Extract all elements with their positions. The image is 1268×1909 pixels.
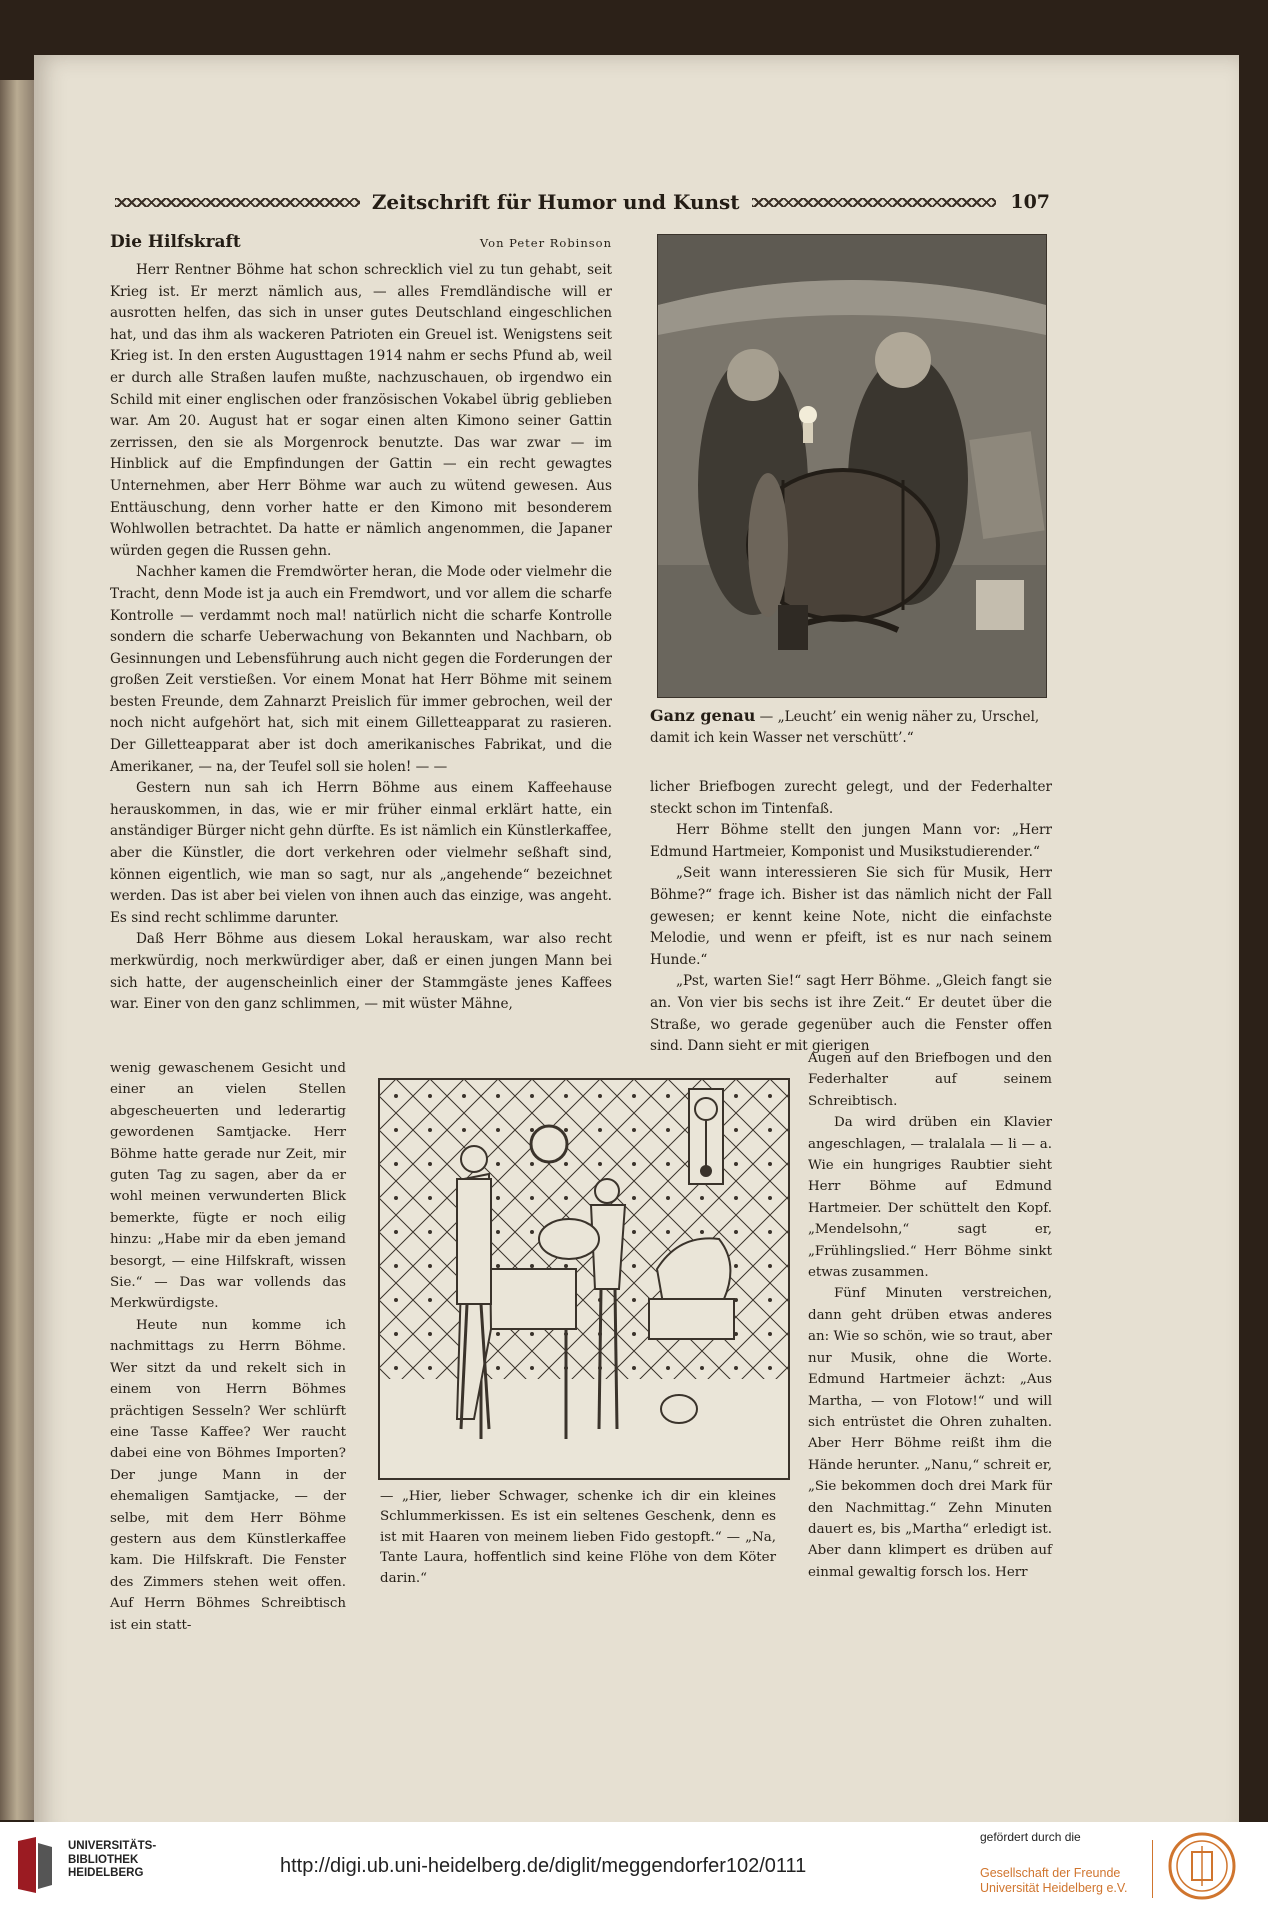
parlor-illustration [379,1079,789,1479]
cellar-illustration [658,235,1046,697]
paragraph: Herr Böhme stellt den jungen Mann vor: „Herr Edmund Hartmeier, Komponist und Musikstudierender.“ [650,822,1052,860]
left-column [110,260,612,1016]
header-ornament-right [752,198,997,207]
paragraph: „Seit wann interessieren Sie sich für Musik, Herr Böhme?“ frage ich. Bisher ist das nämlich nicht der Fall gewesen; er kennt keine Note, nicht die einfachste Melodie, und wenn er pfeift, ist es nur nach seinem Hunde.“ [650,865,1052,968]
cartoon1-caption-text: — „Leucht’ ein wenig näher zu, Urschel, damit ich kein Wasser net verschütt’.“ [650,709,1040,746]
paragraph: Gestern nun sah ich Herrn Böhme aus einem Kaffeehause herauskommen, in das, wie er mir früher einmal erklärt hatte, ein anständiger Bürger nicht gehn dürfte. Es ist nämlich ein Künstlerkaffee, aber die Künstler, die dort verkehren oder vielmehr seßhaft sind, können eigentlich, wie man so sagt, nur als „angehende“ bezeichnet werden. Das ist aber bei vielen von ihnen auch das einzige, was angeht. Es sind recht schlimme darunter. [110,780,612,926]
society-name [980,1866,1128,1896]
library-logo-icon [14,1835,56,1897]
right-narrow-column [808,1048,1052,1583]
paragraph: Fünf Minuten verstreichen, dann geht drüben etwas anderes an: Wie so schön, wie so traut, aber nur Musik, ohne die Worte. Edmund Hartmeier ächzt: „Aus Martha, — von Flotow!“ und will sich entrüstet die Ohren zuhalten. Aber Herr Böhme reißt ihm die Hände herunter. „Nanu,“ schreit er, „Sie bekommen doch drei Mark für den Nachmittag.“ Zehn Minuten dauert es, bis „Martha“ erledigt ist. Aber dann klimpert es drüben auf einmal gewaltig forsch los. Herr [808,1286,1052,1580]
journal-title: Zeitschrift für Humor und Kunst [371,190,740,214]
article-title: Die Hilfskraft [110,232,241,252]
paragraph: Daß Herr Böhme aus diesem Lokal herauskam, war also recht merkwürdig, noch merkwürdiger aber, daß er einen jungen Mann bei sich hatte, der augenscheinlich einer der Stammgäste jenes Kaffees war. Einer von den ganz schlimmen, — mit wüster Mähne, [110,931,612,1013]
library-name [68,1840,156,1881]
source-url-link[interactable]: http://digi.ub.uni-heidelberg.de/diglit/meggendorfer102/0111 [280,1855,807,1877]
paragraph: licher Briefbogen zurecht gelegt, und der Federhalter steckt schon im Tintenfaß. [650,779,1052,817]
cartoon1-caption [650,705,1052,749]
library-name-line: BIBLIOTHEK [68,1853,139,1866]
paragraph: „Pst, warten Sie!“ sagt Herr Böhme. „Gleich fangt sie an. Von vier bis sechs ist ihre Zeit.“ Er deutet über die Straße, wo gerade gegenüber auch die Fenster offen sind. Dann sieht er mit gierigen [650,973,1052,1055]
page-number: 107 [1010,191,1051,213]
paragraph: Da wird drüben ein Klavier angeschlagen, — tralalala — li — a. Wie ein hungriges Raubtier sieht Herr Böhme auf Edmund Hartmeier. Der schüttelt den Kopf. „Mendelsohn,“ sagt er, „Frühlingslied.“ Herr Böhme sinkt etwas zusammen. [808,1115,1052,1281]
paragraph: wenig gewaschenem Gesicht und einer an vielen Stellen abgescheuerten und lederartig gewordenen Samtjacke. Herr Böhme hatte gerade nur Zeit, mir guten Tag zu sagen, aber da er wohl meinen verwunderten Blick bemerkte, fügte er noch eilig hinzu: „Habe mir da eben jemand besorgt, — eine Hilfskraft, wissen Sie.“ — Das war vollends das Merkwürdigste. [110,1061,346,1312]
cartoon1-caption-title: Ganz genau [650,706,756,725]
header-ornament-left [115,198,360,207]
paragraph: Augen auf den Briefbogen und den Federhalter auf seinem Schreibtisch. [808,1051,1052,1109]
footer-divider [1152,1840,1153,1898]
article-heading [110,232,612,258]
right-column [650,777,1052,1058]
society-name-line: Universität Heidelberg e.V. [980,1881,1128,1895]
paragraph: Heute nun komme ich nachmittags zu Herrn Böhme. Wer sitzt da und rekelt sich in einem von Herrn Böhmes prächtigen Sesseln? Wer schlürft eine Tasse Kaffee? Wer raucht dabei eine von Böhmes Importen? Der junge Mann in der ehemaligen Samtjacke, — der selbe, mit dem Herr Böhme gestern aus dem Künstlerkaffee kam. Die Hilfskraft. Die Fenster des Zimmers stehen weit offen. Auf Herrn Böhmes Schreibtisch ist ein statt- [110,1317,346,1633]
left-narrow-column [110,1058,346,1636]
society-name-line: Gesellschaft der Freunde [980,1866,1121,1880]
cartoon2-caption: — „Hier, lieber Schwager, schenke ich dir ein kleines Schlummerkissen. Es ist ein seltenes Geschenk, denn es ist mit Haaren von meinem lieben Fido gestopft.“ — „Na, Tante Laura, hoffentlich sind keine Flöhe von dem Köter darin.“ [380,1489,776,1586]
book-spine [0,80,34,1820]
library-name-line: HEIDELBERG [68,1867,144,1879]
footer-bar [0,1822,1268,1909]
paragraph: Herr Rentner Böhme hat schon schrecklich viel zu tun gehabt, seit Krieg ist. Er merzt nämlich aus, — alles Fremdländische will er ausrotten helfen, das sich in unser gutes Deutschland eingeschlichen hat, und das ihm als wackeren Patrioten ein Greuel ist. Wenigstens seit Krieg ist. In den ersten Augusttagen 1914 nahm er sechs Pfund ab, weil er durch alle Straßen laufen mußte, nachzuschauen, ob irgendwo ein Schild mit einer englischen oder französischen Vokabel übrig geblieben war. Am 20. August hat er sogar einen alten Kimono seiner Gattin zerrissen, den sie als Morgenrock benutzte. Das war zwar — im Hinblick auf die Empfindungen der Gattin — ein recht gewagtes Unternehmen, aber Herr Böhme war auch zu wütend gewesen. Aus Enttäuschung, denn vorher hatte er den Kimono mit besonderem Wohlwollen betrachtet. Da hatte er nämlich angenommen, die Japaner würden gegen die Russen gehn. [110,262,612,559]
funded-by-label: gefördert durch die [980,1830,1081,1844]
library-name-line: UNIVERSITÄTS- [68,1840,157,1852]
page-header [115,188,1050,216]
cellar-cartoon [657,234,1047,698]
article-byline: Von Peter Robinson [479,236,612,250]
paragraph: Nachher kamen die Fremdwörter heran, die Mode oder vielmehr die Tracht, denn Mode ist ja auch ein Fremdwort, und vor allem die scharfe Kontrolle — verdammt noch mal! natürlich nicht die scharfe Kontrolle sondern die scharfe Ueberwachung von Bekannten und Nachbarn, ob Gesinnungen und Lebensführung auch nicht gegen die Forderungen der großen Zeit verstießen. Vor einem Monat hat Herr Böhme mit seinem besten Freunde, dem Zahnarzt Preislich für immer gebrochen, weil der noch nicht aufgehört hat, sich mit einem Gilletteapparat zu rasieren. Der Gilletteapparat aber ist doch amerikanisches Fabrikat, und die Amerikaner, — na, der Teufel soll sie holen! — — [110,564,612,775]
parlor-cartoon [378,1078,790,1480]
university-seal-icon [1168,1832,1236,1900]
